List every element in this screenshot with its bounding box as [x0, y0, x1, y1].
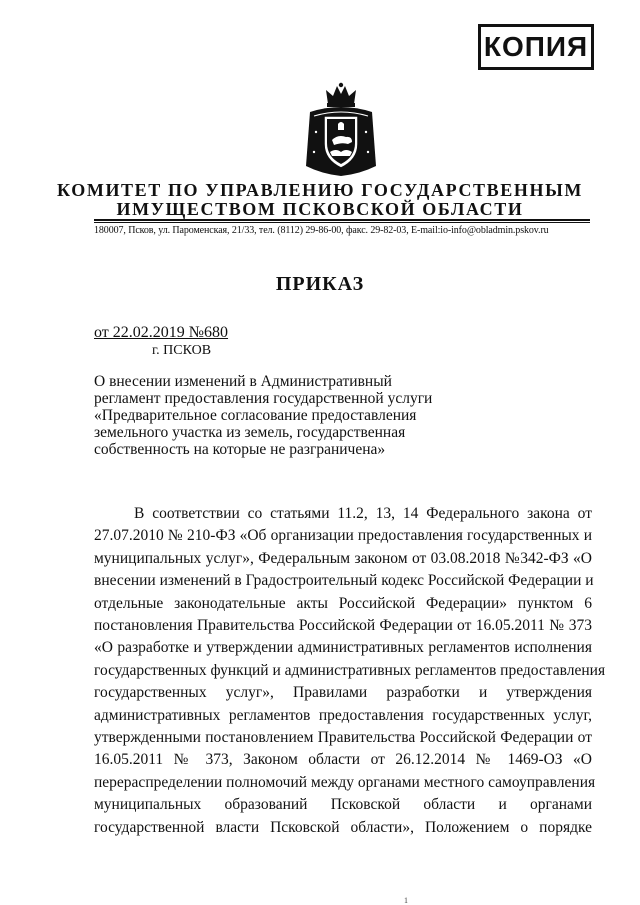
body-line: административных регламентов предоставления государственных услуг, — [94, 706, 592, 724]
document-date-number: от 22.02.2019 №680 — [94, 324, 229, 341]
body-line: внесении изменений в Градостроительный кодекс Российской Федерации и — [94, 572, 594, 590]
body-line: перераспределении полномочий между органами местного самоуправления — [94, 773, 596, 791]
subject-line: собственность на которые не разграничена» — [94, 441, 386, 458]
header-divider-thin — [94, 222, 590, 223]
copy-stamp-label: КОПИЯ — [483, 31, 589, 62]
body-line: «О разработке и утверждении административных регламентов исполнения — [94, 639, 592, 657]
copy-stamp — [478, 24, 594, 70]
org-contacts: 180007, Псков, ул. Пароменская, 21/33, тел. (8112) 29-86-00, факс. 29-82-03, E-mail:io-info@obladmin.pskov.ru — [94, 225, 549, 236]
body-line: 27.07.2010 № 210-ФЗ «Об организации предоставления государственных и — [94, 527, 592, 545]
document-subject — [94, 373, 433, 458]
body-line: В соответствии со статьями 11.2, 13, 14 Федерального закона от — [134, 505, 592, 522]
body-line: государственных функций и административных регламентов предоставления — [94, 661, 606, 679]
body-line: утвержденными постановлением Правительства Российской Федерации от — [94, 729, 592, 747]
document-body — [94, 503, 606, 839]
org-name-line2: ИМУЩЕСТВОМ ПСКОВСКОЙ ОБЛАСТИ — [116, 199, 524, 219]
body-line: государственных услуг», Правилами разработки и утверждения — [94, 684, 592, 702]
subject-line: регламент предоставления государственной услуги — [94, 390, 433, 407]
body-line: отдельные законодательные акты Российской Федерации» пунктом 6 — [94, 594, 592, 612]
subject-line: «Предварительное согласование предоставления — [94, 407, 417, 424]
body-line: государственной власти Псковской области», Положением о порядке — [94, 818, 592, 836]
body-line: 16.05.2011 № 373, Законом области от 26.12.2014 № 1469-ОЗ «О — [94, 751, 592, 769]
page-marker: 1 — [404, 896, 408, 905]
document-title: ПРИКАЗ — [275, 273, 365, 295]
body-line: муниципальных услуг», Федеральным законом от 03.08.2018 №342-ФЗ «О — [94, 549, 592, 567]
header-divider — [94, 219, 590, 221]
org-name-line1: КОМИТЕТ ПО УПРАВЛЕНИЮ ГОСУДАРСТВЕННЫМ — [57, 180, 583, 200]
subject-line: земельного участка из земель, государственная — [94, 424, 406, 441]
body-line: муниципальных образований Псковской области и органами — [94, 796, 592, 814]
pskov-coat-of-arms-icon — [302, 82, 380, 178]
subject-line: О внесении изменений в Административный — [94, 373, 392, 390]
body-line: постановления Правительства Российской Федерации от 16.05.2011 № 373 — [94, 617, 592, 635]
document-city: г. ПСКОВ — [152, 343, 212, 358]
